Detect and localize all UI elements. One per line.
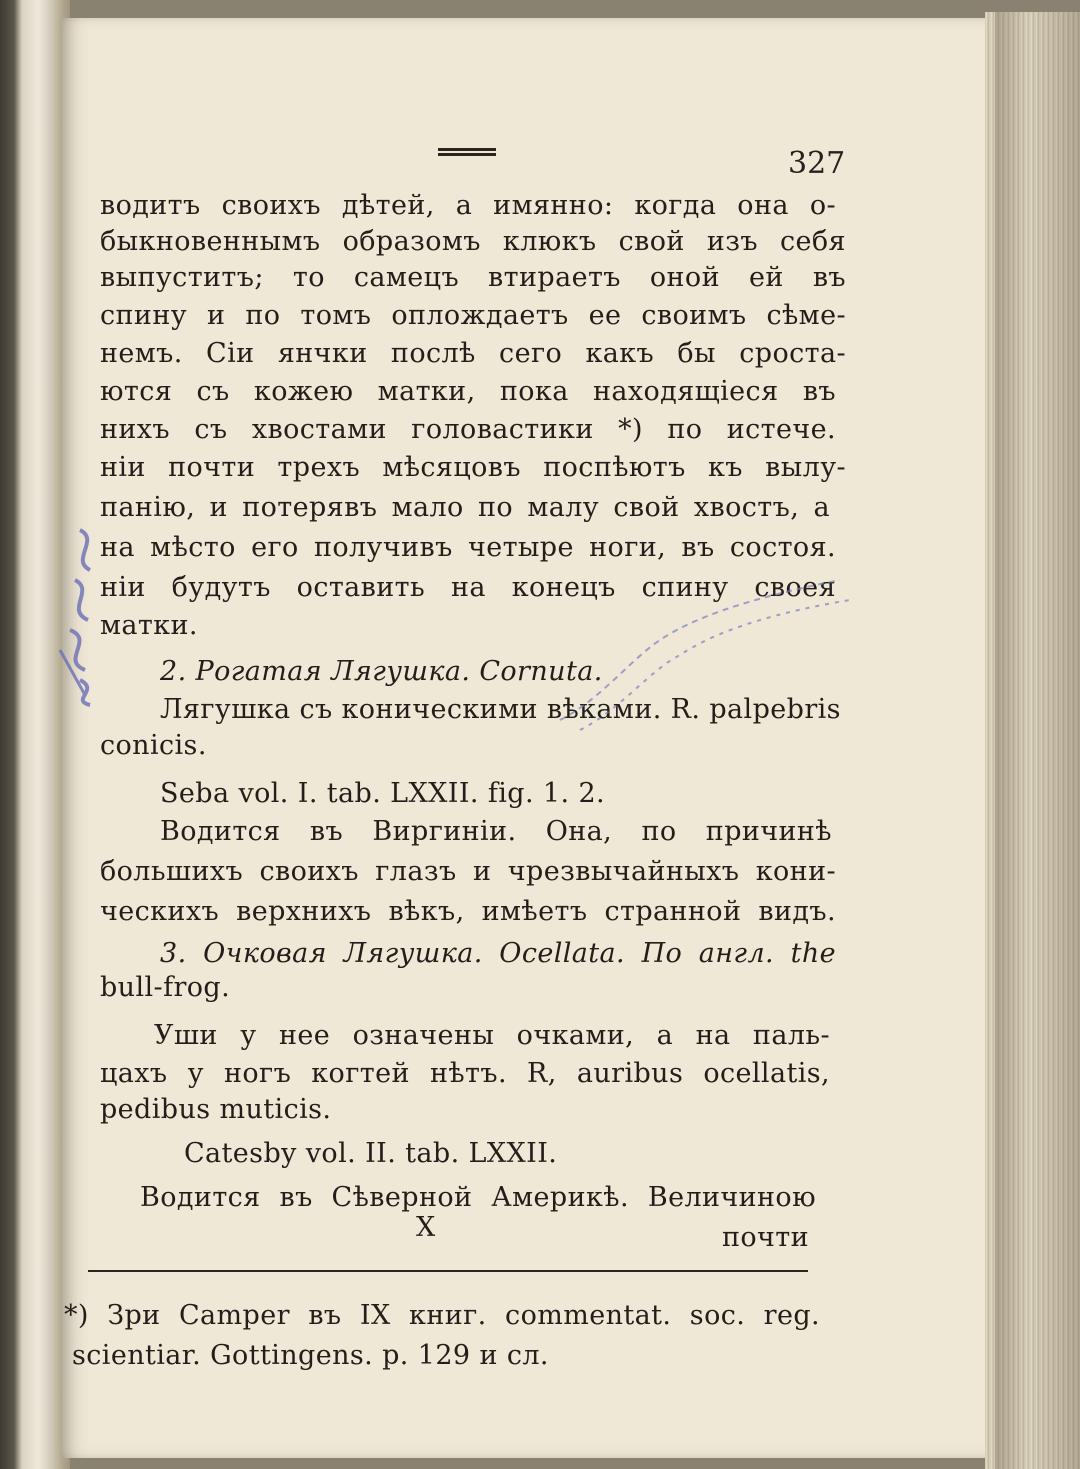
text-line: матки. (100, 610, 198, 641)
page-number: 327 (788, 146, 846, 181)
text-line: нiи будутъ оставить на конецъ спину своея (100, 572, 836, 603)
text-line: Уши у нее означены очками, а на паль- (154, 1020, 830, 1051)
text-line: на мѣсто его получивъ четыре ноги, въ состоя. (100, 532, 836, 563)
signature-mark: X (416, 1212, 436, 1243)
header-ornament (438, 148, 496, 160)
text-line: нихъ съ хвостами головастики *) по истече. (100, 414, 836, 445)
citation-line: Seba vol. I. tab. LXXII. fig. 1. 2. (160, 778, 606, 809)
species-heading: 2. Рогатая Лягушка. Cornuta. (160, 656, 603, 687)
text-line: ются съ кожею матки, пока находящiеся въ (100, 376, 836, 407)
text-line: спину и по томъ оплождаетъ ее своимъ сѣме- (100, 300, 846, 331)
text-line: bull-frog. (100, 972, 231, 1003)
text-line: панiю, и потерявъ мало по малу свой хвостъ, а (100, 492, 830, 523)
book-spine-left (0, 0, 70, 1469)
text-line: цахъ у ногъ когтей нѣтъ. R, auribus ocellatis, (100, 1058, 830, 1089)
text-line: Водится въ Сѣверной Америкѣ. Величиною (140, 1182, 816, 1213)
text-line: водитъ своихъ дѣтей, а имянно: когда она о- (100, 190, 836, 221)
catchword: почти (722, 1222, 810, 1253)
species-heading: 3. Очковая Лягушка. Ocellata. По англ. the (160, 938, 836, 969)
text-line: нiи почти трехъ мѣсяцовъ поспѣютъ къ вылу- (100, 452, 846, 483)
text-line: pedibus muticis. (100, 1094, 332, 1125)
text-line: ческихъ верхнихъ вѣкъ, имѣетъ странной видъ. (100, 896, 836, 927)
library-stamp-mark (40, 520, 160, 710)
footnote-rule (88, 1270, 808, 1272)
stamp-imprint (540, 560, 860, 740)
text-line: conicis. (100, 730, 207, 761)
text-line: выпуститъ; то самецъ втираетъ оной ей въ (100, 262, 846, 293)
text-line: быкновеннымъ образомъ клюкъ свой изъ себя (100, 226, 846, 257)
text-line: Водится въ Виргинiи. Она, по причинѣ (160, 816, 832, 847)
citation-line: Catesby vol. II. tab. LXXII. (184, 1138, 558, 1169)
text-line: Лягушка съ коническими вѣками. R. palpebris (160, 694, 841, 725)
footnote-line: *) Зри Camper въ IX книг. commentat. soc. reg. (64, 1300, 820, 1331)
text-line: немъ. Сiи янчки послѣ сего какъ бы сроста- (100, 338, 846, 369)
text-line: большихъ своихъ глазъ и чрезвычайныхъ кони- (100, 856, 836, 887)
footnote-line: scientiar. Gottingens. p. 129 и сл. (72, 1340, 549, 1371)
page-edges-shadow (995, 12, 1080, 1469)
